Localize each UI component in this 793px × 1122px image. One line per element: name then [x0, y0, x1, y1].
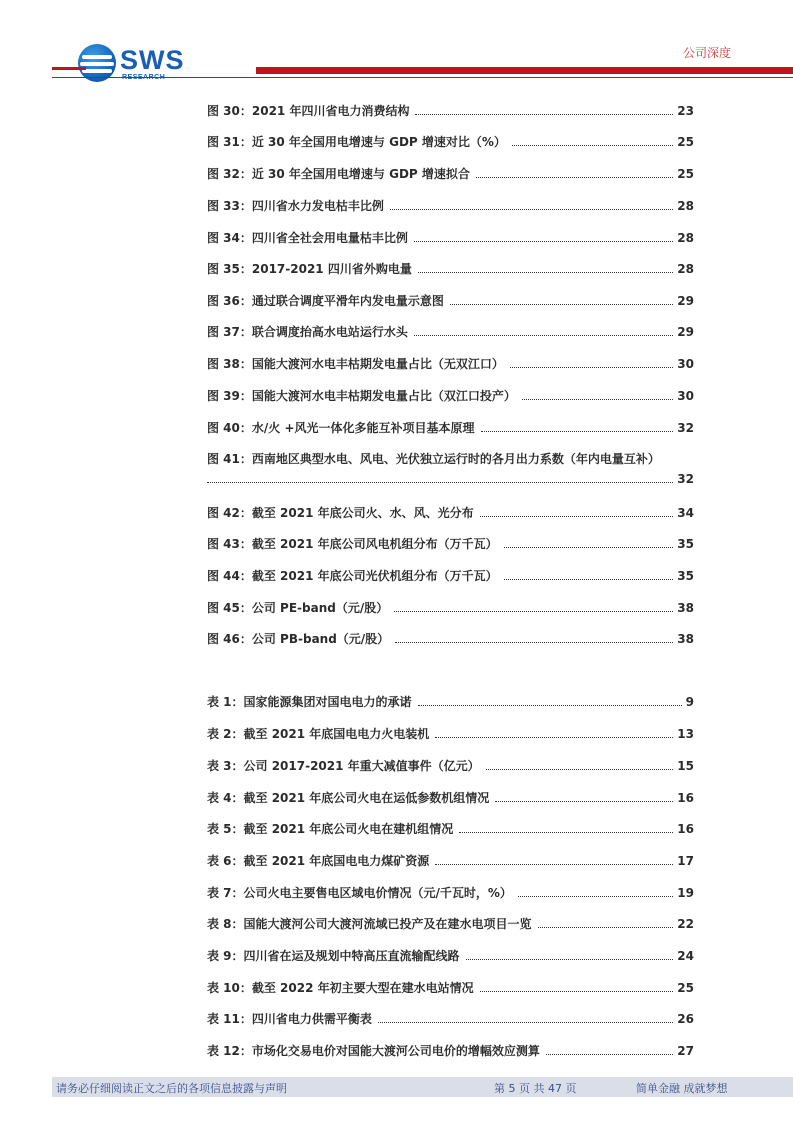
- dot-leader: [480, 516, 674, 517]
- entry-label: 表 3：公司 2017-2021 年重大减值事件（亿元）: [207, 759, 480, 773]
- dot-leader: [459, 832, 673, 833]
- toc-entry-table[interactable]: [207, 1041, 694, 1061]
- toc-entry-table[interactable]: [207, 1009, 694, 1029]
- toc-entry-figure[interactable]: [207, 566, 694, 586]
- toc-entry-table[interactable]: [207, 883, 694, 903]
- dot-leader: [512, 145, 673, 146]
- toc-entry-figure[interactable]: [207, 629, 694, 649]
- dot-leader: [378, 1022, 673, 1023]
- page-footer: [52, 1077, 793, 1097]
- dot-leader: [546, 1054, 673, 1055]
- entry-page: 16: [677, 822, 694, 836]
- entry-page: 38: [677, 632, 694, 646]
- entry-label: 图 45：公司 PE-band（元/股）: [207, 601, 389, 615]
- sws-logo: [78, 44, 188, 84]
- entry-page: 19: [677, 886, 694, 900]
- entry-label: 表 5：截至 2021 年底公司火电在建机组情况: [207, 822, 454, 836]
- entry-label: 图 31：近 30 年全国用电增速与 GDP 增速对比（%）: [207, 135, 506, 149]
- toc-entry-table[interactable]: [207, 978, 694, 998]
- dot-leader: [390, 209, 673, 210]
- entry-page: 16: [677, 791, 694, 805]
- dot-leader: [450, 304, 673, 305]
- entry-page: 35: [677, 569, 694, 583]
- toc-entry-figure[interactable]: [207, 291, 694, 311]
- entry-label: 表 2：截至 2021 年底国电电力火电装机: [207, 727, 430, 741]
- toc-entry-table[interactable]: [207, 692, 694, 712]
- entry-label: 表 11：四川省电力供需平衡表: [207, 1012, 372, 1026]
- dot-leader: [395, 642, 673, 643]
- entry-label: 图 33：四川省水力发电枯丰比例: [207, 199, 384, 213]
- toc-entry-figure[interactable]: [207, 196, 694, 216]
- dot-leader: [415, 114, 673, 115]
- entry-label: 表 7：公司火电主要售电区域电价情况（元/千瓦时，%）: [207, 886, 512, 900]
- entry-label: 表 12：市场化交易电价对国能大渡河公司电价的增幅效应测算: [207, 1044, 540, 1058]
- dot-leader: [207, 482, 673, 483]
- entry-page: 28: [677, 262, 694, 276]
- entry-page: 27: [677, 1044, 694, 1058]
- toc-entry-figure[interactable]: [207, 354, 694, 374]
- toc-entry-figure[interactable]: [207, 386, 694, 406]
- entry-page: 32: [677, 472, 694, 486]
- toc-entry-figure[interactable]: [207, 164, 694, 184]
- dot-leader: [538, 927, 674, 928]
- entry-page: 29: [677, 325, 694, 339]
- entry-label: 图 44：截至 2021 年底公司光伏机组分布（万千瓦）: [207, 569, 498, 583]
- entry-page: 30: [677, 357, 694, 371]
- toc-entry-figure-wrapped[interactable]: [207, 449, 694, 491]
- entry-label: 图 32：近 30 年全国用电增速与 GDP 增速拟合: [207, 167, 470, 181]
- dot-leader: [414, 241, 673, 242]
- toc-entry-table[interactable]: [207, 946, 694, 966]
- entry-label: 图 30：2021 年四川省电力消费结构: [207, 104, 410, 118]
- toc-entry-table[interactable]: [207, 724, 694, 744]
- entry-page: 17: [677, 854, 694, 868]
- entry-label: 图 35：2017-2021 四川省外购电量: [207, 262, 412, 276]
- dot-leader: [504, 579, 674, 580]
- entry-page: 34: [677, 506, 694, 520]
- entry-page: 9: [685, 695, 694, 709]
- entry-label: 图 38：国能大渡河水电丰枯期发电量占比（无双江口）: [207, 357, 504, 371]
- footer-slogan: 简单金融 成就梦想: [636, 1082, 728, 1095]
- entry-page: 25: [677, 167, 694, 181]
- entry-page: 35: [677, 537, 694, 551]
- entry-label: 图 46：公司 PB-band（元/股）: [207, 632, 390, 646]
- entry-label: 图 34：四川省全社会用电量枯丰比例: [207, 231, 408, 245]
- dot-leader: [518, 896, 673, 897]
- dot-leader: [418, 705, 682, 706]
- dot-leader: [522, 399, 673, 400]
- entry-label: 图 36：通过联合调度平滑年内发电量示意图: [207, 294, 444, 308]
- entry-label: 表 10：截至 2022 年初主要大型在建水电站情况: [207, 981, 474, 995]
- entry-page: 25: [677, 981, 694, 995]
- toc-entry-figure[interactable]: [207, 228, 694, 248]
- toc-entry-table[interactable]: [207, 788, 694, 808]
- report-type-label: 公司深度: [682, 46, 731, 60]
- entry-label: 图 40：水/火 +风光一体化多能互补项目基本原理: [207, 421, 475, 435]
- toc-entry-figure[interactable]: [207, 598, 694, 618]
- dot-leader: [476, 177, 673, 178]
- entry-label: 表 4：截至 2021 年底公司火电在运低参数机组情况: [207, 791, 490, 805]
- entry-label: 图 41：西南地区典型水电、风电、光伏独立运行时的各月出力系数（年内电量互补）: [207, 452, 660, 466]
- entry-label: 图 37：联合调度抬高水电站运行水头: [207, 325, 408, 339]
- entry-label: 表 6：截至 2021 年底国电电力煤矿资源: [207, 854, 430, 868]
- entry-page: 32: [677, 421, 694, 435]
- entry-page: 25: [677, 135, 694, 149]
- entry-page: 28: [677, 199, 694, 213]
- entry-page: 30: [677, 389, 694, 403]
- toc-entry-table[interactable]: [207, 756, 694, 776]
- toc-entry-figure[interactable]: [207, 418, 694, 438]
- toc-entry-figure[interactable]: [207, 503, 694, 523]
- toc-entry-table[interactable]: [207, 851, 694, 871]
- dot-leader: [418, 272, 673, 273]
- toc-entry-figure[interactable]: [207, 101, 694, 121]
- entry-page: 26: [677, 1012, 694, 1026]
- footer-disclaimer: 请务必仔细阅读正文之后的各项信息披露与声明: [56, 1082, 287, 1095]
- dot-leader: [394, 611, 673, 612]
- dot-leader: [510, 367, 673, 368]
- dot-leader: [435, 737, 673, 738]
- entry-page: 23: [677, 104, 694, 118]
- entry-label: 表 8：国能大渡河公司大渡河流域已投产及在建水电项目一览: [207, 917, 532, 931]
- entry-page: 28: [677, 231, 694, 245]
- dot-leader: [495, 801, 673, 802]
- dot-leader: [414, 335, 673, 336]
- entry-label: 图 43：截至 2021 年底公司风电机组分布（万千瓦）: [207, 537, 498, 551]
- toc-entry-table[interactable]: [207, 819, 694, 839]
- entry-label: 表 9：四川省在运及规划中特高压直流输配线路: [207, 949, 460, 963]
- logo-text: SWS: [120, 45, 185, 75]
- dot-leader: [466, 959, 674, 960]
- dot-leader: [504, 547, 674, 548]
- entry-page: 38: [677, 601, 694, 615]
- entry-page: 24: [677, 949, 694, 963]
- toc-entry-figure[interactable]: [207, 322, 694, 342]
- toc-entry-figure[interactable]: [207, 259, 694, 279]
- dot-leader: [480, 991, 674, 992]
- toc-entry-table[interactable]: [207, 914, 694, 934]
- dot-leader: [481, 431, 674, 432]
- entry-label: 图 42：截至 2021 年底公司火、水、风、光分布: [207, 506, 474, 520]
- header-rule-thin: [52, 77, 793, 78]
- entry-page: 13: [677, 727, 694, 741]
- page-header: [0, 0, 793, 90]
- entry-label: 图 39：国能大渡河水电丰枯期发电量占比（双江口投产）: [207, 389, 516, 403]
- header-rule-left: [52, 67, 86, 70]
- dot-leader: [486, 769, 674, 770]
- dot-leader: [435, 864, 673, 865]
- toc-entry-figure[interactable]: [207, 132, 694, 152]
- header-rule-main: [256, 67, 793, 74]
- entry-page: 22: [677, 917, 694, 931]
- entry-page: 15: [677, 759, 694, 773]
- toc-entry-figure[interactable]: [207, 534, 694, 554]
- entry-label: 表 1：国家能源集团对国电电力的承诺: [207, 695, 412, 709]
- footer-page-info: 第 5 页 共 47 页: [494, 1082, 577, 1095]
- entry-page: 29: [677, 294, 694, 308]
